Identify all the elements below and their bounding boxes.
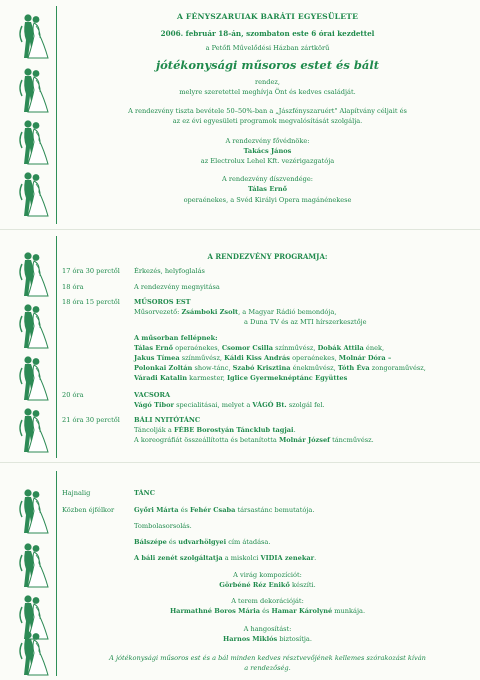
detail-text: . — [293, 426, 296, 434]
florist-name: Görbéné Réz Enikő — [219, 581, 290, 589]
proceeds-line: A rendezvény tiszta bevétele 50–50%-ban a „Jászfényszaruért" Alapítvány céljait és — [128, 107, 407, 115]
detail-text: cím átadása. — [226, 538, 271, 546]
decorator-name: Hamar Károlyné — [271, 607, 333, 615]
dancer-name: Győri Márta — [134, 506, 179, 514]
host-label: Műsorvezető: — [134, 308, 180, 316]
closing-line: a rendezőség. — [244, 664, 291, 672]
music-label: A báli zenét szolgáltatja — [134, 554, 223, 562]
performer-role: színművész, — [179, 354, 225, 362]
divider-line — [56, 236, 57, 458]
divider-line — [56, 6, 57, 224]
program-panel — [0, 230, 480, 462]
choreographer-name: Molnár József — [278, 436, 330, 444]
program-item-title: BÁLI NYITÓTÁNC — [134, 416, 201, 424]
detail-text: munkája. — [332, 607, 366, 615]
dancing-couple-icon — [14, 12, 50, 60]
dancing-couple-icon — [14, 118, 50, 166]
program-item-detail — [134, 401, 325, 409]
host-detail: , a Magyar Rádió bemondója, — [238, 308, 337, 316]
dancing-couple-icon — [14, 66, 50, 114]
performer-name: Csomor Csilla — [221, 344, 274, 352]
detail-text: . — [314, 554, 317, 562]
band-name: VIDIA zenekar — [260, 554, 315, 562]
music-line — [134, 554, 316, 562]
detail-text: specialitásai, melyet a — [173, 401, 253, 409]
rendez-text: rendez, — [255, 78, 280, 86]
dancing-couple-icon — [14, 629, 50, 675]
time-label: Közben éjfélkor — [62, 506, 115, 514]
patron-title: az Electrolux Lehel Kft. vezérigazgatója — [200, 157, 335, 165]
venue-line: a Petőfi Művelődési Házban zártkörű — [205, 44, 330, 52]
program-item: Érkezés, helyfoglalás — [134, 267, 205, 275]
performer-name: Tálas Ernő — [134, 344, 174, 352]
organization-name: A FÉNYSZARUIAK BARÁTI EGYESÜLETE — [176, 12, 359, 21]
performer-name: Káldi Kiss András — [224, 354, 290, 362]
performer-name: Iglice Gyermeknéptánc Együttes — [226, 374, 348, 382]
program-item: A rendezvény megnyitása — [134, 283, 220, 291]
time-label: Hajnalig — [62, 489, 91, 497]
tombola-text: Tombolasorsolás. — [134, 522, 192, 530]
performer-name: Tóth Éva — [337, 364, 370, 372]
dancing-couple-icon — [14, 541, 50, 589]
detail-text: és — [259, 607, 272, 615]
performers-line — [134, 344, 384, 352]
time-label: 17 óra 30 perctől — [62, 267, 120, 275]
detail-text: és — [178, 506, 190, 514]
performers-line — [134, 364, 426, 372]
detail-text: A koreográfiát összeállította és betanította — [134, 436, 279, 444]
performer-name: Váradi Katalin — [134, 374, 188, 382]
performer-role: karmester, — [187, 374, 227, 382]
sound-label: A hangosítást: — [243, 625, 292, 633]
performer-name: Jakus Tímea — [134, 354, 180, 362]
performer-role: show-tánc, — [192, 364, 233, 372]
program-item-title: VACSORA — [134, 391, 171, 399]
performer-name: Szabó Krisztina — [232, 364, 291, 372]
program-heading: A RENDEZVÉNY PROGRAMJA: — [207, 252, 328, 261]
performer-role: énekművész, — [290, 364, 338, 372]
detail-text: biztosítja. — [277, 635, 312, 643]
performer-name: Dobák Attila — [317, 344, 364, 352]
detail-text: társastánc bemutatója. — [235, 506, 315, 514]
host-name: Zsámboki Zsolt — [181, 308, 239, 316]
sound-tech-name: Harnos Miklós — [223, 635, 278, 643]
detail-text: táncművész. — [329, 436, 374, 444]
performer-name: Molnár Dóra – — [338, 354, 392, 362]
dance-club-name: FÉBE Borostyán Táncklub tagjai — [173, 426, 294, 434]
program-item-detail — [134, 506, 314, 514]
divider-line — [56, 471, 57, 676]
program-item-title: MŰSOROS EST — [134, 298, 191, 306]
performer-role: színművész, — [273, 344, 318, 352]
detail-text: szolgál fel. — [286, 401, 325, 409]
dancer-name: Fehér Csaba — [189, 506, 236, 514]
date-line: 2006. február 18-án, szombaton este 6 órai kezdettel — [160, 29, 375, 38]
invitation-panel — [0, 0, 480, 228]
performers-label: A műsorban fellépnek: — [134, 334, 218, 342]
decor-label: A terem dekorációját: — [231, 597, 304, 605]
caterer-company: VÁGÓ Bt. — [252, 401, 287, 409]
closing-line: A jótékonysági műsoros est és a bál minden kedves résztvevőjének kellemes szórakozást kíván — [109, 654, 426, 662]
dancing-couple-icon — [14, 406, 50, 454]
performer-role: operaénekes, — [289, 354, 339, 362]
detail-text: Táncolják a — [134, 426, 174, 434]
program-item-detail — [134, 426, 296, 434]
ball-queen-label: Bálszépe — [134, 538, 167, 546]
decor-credit — [60, 607, 475, 615]
detail-text: a miskolci — [222, 554, 261, 562]
host-line-2: a Duna TV és az MTI hírszerkesztője — [244, 318, 367, 326]
flower-label: A virág kompozíciót: — [233, 571, 302, 579]
performer-role: zongoraművész, — [369, 364, 426, 372]
patron-name: Takács János — [243, 147, 292, 155]
proceeds-line: az ez évi egyesületi programok megvalósítását szolgálja. — [172, 117, 363, 125]
dancing-couple-icon — [14, 302, 50, 350]
host-line — [134, 308, 336, 316]
performers-line — [134, 374, 347, 382]
event-title: jótékonysági műsoros estet és bált — [155, 58, 380, 72]
time-label: 18 óra 15 perctől — [62, 298, 120, 306]
guest-label: A rendezvény díszvendége: — [222, 175, 313, 183]
caterer-name: Vágó Tibor — [134, 401, 174, 409]
detail-text: és — [166, 538, 179, 546]
dancing-couple-icon — [14, 170, 50, 218]
night-program-panel — [0, 463, 480, 680]
guest-title: operaénekes, a Svéd Királyi Opera magánénekese — [183, 196, 352, 204]
decorator-name: Harmathné Boros Mária — [169, 607, 260, 615]
dancing-couple-icon — [14, 487, 50, 535]
guest-name: Tálas Ernő — [247, 185, 288, 193]
time-label: 20 óra — [62, 391, 84, 399]
flower-credit — [60, 581, 475, 589]
time-label: 21 óra 30 perctől — [62, 416, 120, 424]
sound-credit — [60, 635, 475, 643]
maids-label: udvarhölgyei — [178, 538, 227, 546]
patron-label: A rendezvény fővédnöke: — [225, 137, 310, 145]
performer-role: ének, — [363, 344, 385, 352]
time-label: 18 óra — [62, 283, 84, 291]
dancing-couple-icon — [14, 250, 50, 298]
detail-text: készíti. — [289, 581, 316, 589]
performer-role: operaénekes, — [173, 344, 222, 352]
program-item-title: TÁNC — [134, 489, 155, 497]
invite-line: melyre szeretettel meghívja Önt és kedves családját. — [179, 88, 356, 96]
dancing-couple-icon — [14, 354, 50, 402]
performers-line — [134, 354, 391, 362]
performer-name: Polonkai Zoltán — [134, 364, 193, 372]
program-item-detail — [134, 436, 374, 444]
ball-queen-line — [134, 538, 270, 546]
